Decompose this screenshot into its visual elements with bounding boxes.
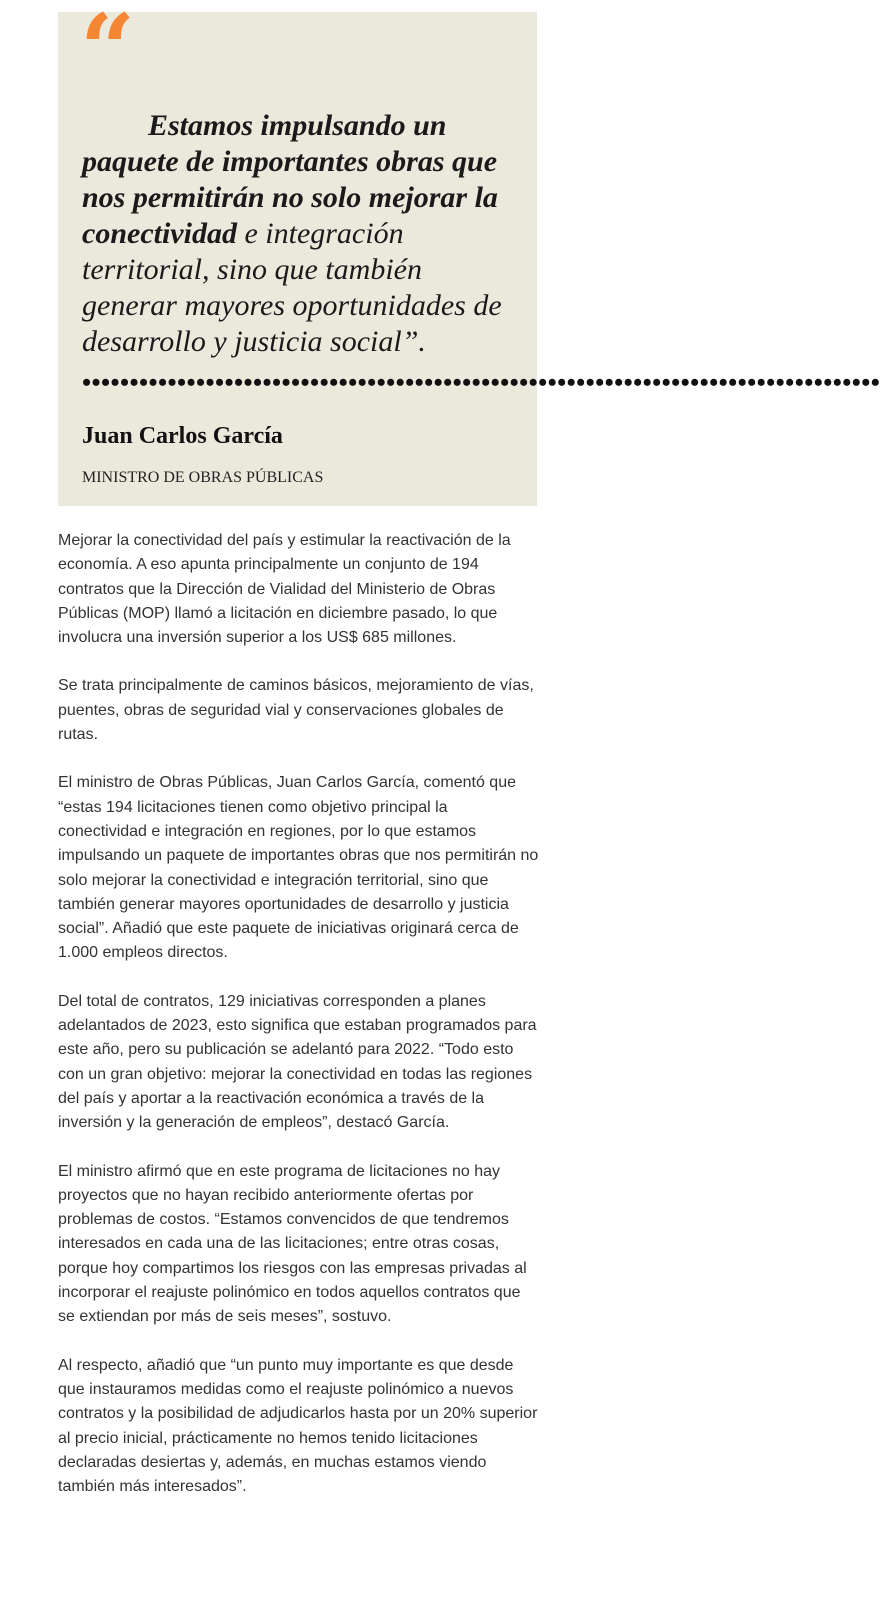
paragraph-6: Al respecto, añadió que “un punto muy importante es que desde que instauramos medidas como el reajuste polinómico a nuevos contratos y la posibilidad de adjudicarlos hasta por un 20% superior al precio inicial, prácticamente no hemos tenido licitaciones declaradas desiertas y, además, en muchas estamos viendo también más interesados”. <box>58 1356 538 1496</box>
article-body <box>58 529 540 1523</box>
quote-rest-text: e integración territorial, sino que también generar mayores oportunidades de desarrollo y justicia social”. <box>82 217 502 358</box>
paragraph-1: Mejorar la conectividad del país y estimular la reactivación de la economía. A eso apunta principalmente un conjunto de 194 contratos que la Dirección de Vialidad del Ministerio de Obras Públicas (MOP) llamó a licitación en diciembre pasado, lo que involucra una inversión superior a los US$ 685 millones. <box>58 532 511 647</box>
paragraph-4: Del total de contratos, 129 iniciativas corresponden a planes adelantados de 2023, esto significa que estaban programados para este año, pero su publicación se adelantó para 2022. “Todo esto con un gran objetivo: mejorar la conectividad en todas las regiones del país y aportar a la reactivación económica a través de la inversión y la generación de empleos”, destacó García. <box>58 992 537 1132</box>
paragraph-5: El ministro afirmó que en este programa de licitaciones no hay proyectos que no hayan recibido anteriormente ofertas por problemas de costos. “Estamos convencidos de que tendremos interesados en cada una de las licitaciones; entre otras cosas, porque hoy compartimos los riesgos con las empresas privadas al incorporar el reajuste polinómico en todos aquellos contratos que se extiendan por más de seis meses”, sostuvo. <box>58 1162 527 1326</box>
quote-author-name: Juan Carlos García <box>82 423 283 449</box>
quote-mark-icon: “ <box>80 0 136 106</box>
dotted-separator: •••••••••••••••••••••••••••••••••••••••••••••••••••••••••••••••••••••••••••••••••••• <box>82 368 880 397</box>
pull-quote <box>58 0 880 506</box>
paragraph-2: Se trata principalmente de caminos básicos, mejoramiento de vías, puentes, obras de seguridad vial y conservaciones globales de rutas. <box>58 677 534 744</box>
quote-bold-text: Estamos impulsando un paquete de importantes obras que nos permitirán no solo mejorar la conectividad <box>82 109 498 250</box>
quote-text <box>82 108 522 360</box>
paragraph-3: El ministro de Obras Públicas, Juan Carlos García, comentó que “estas 194 licitaciones tienen como objetivo principal la conectividad e integración en regiones, por lo que estamos impulsando un paquete de importantes obras que nos permitirán no solo mejorar la conectividad e integración territorial, sino que también generar mayores oportunidades de desarrollo y justicia social”. Añadió que este paquete de iniciativas originará cerca de 1.000 empleos directos. <box>58 774 539 962</box>
quote-author-role: MINISTRO DE OBRAS PÚBLICAS <box>82 469 324 486</box>
